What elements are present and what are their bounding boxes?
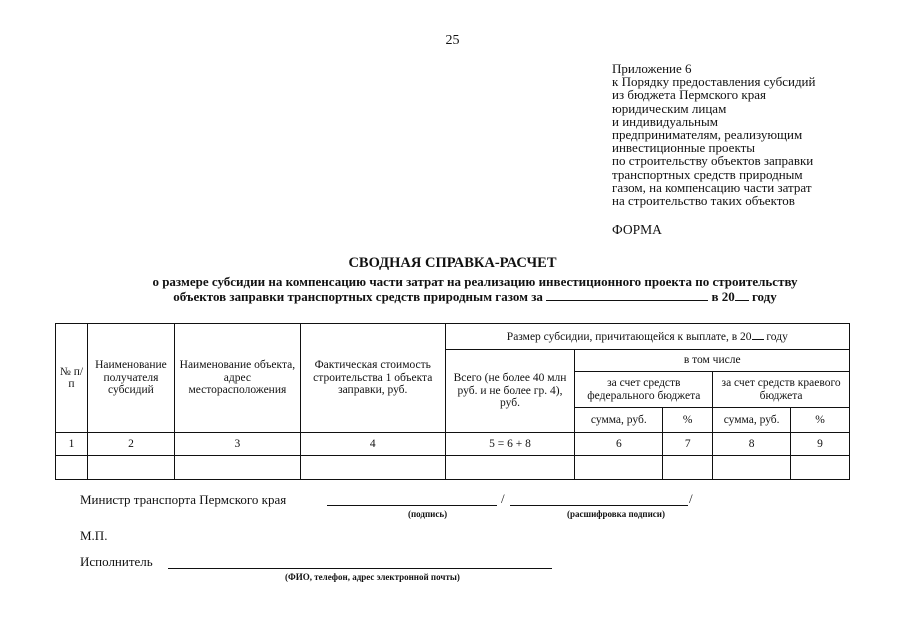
- index-cell: 4: [300, 433, 445, 456]
- decode-caption: (расшифровка подписи): [567, 509, 665, 519]
- header-subsidy-group: [445, 324, 849, 350]
- year-blank[interactable]: [735, 289, 749, 301]
- appendix-line: инвестиционные проекты: [612, 140, 756, 156]
- header-regional: за счет средств краевого бюджета: [713, 372, 850, 408]
- appendix-line: из бюджета Пермского края: [612, 87, 767, 103]
- header-total: Всего (не более 40 млн руб. и не более гр. 4), руб.: [445, 350, 575, 433]
- index-cell: 3: [174, 433, 300, 456]
- index-cell: 1: [56, 433, 88, 456]
- appendix-line: к Порядку предоставления субсидий: [612, 74, 816, 90]
- index-cell: 7: [663, 433, 713, 456]
- executor-field[interactable]: [168, 553, 552, 569]
- appendix-line: по строительству объектов заправки: [612, 153, 814, 169]
- page-number: 25: [445, 33, 460, 48]
- header-including: в том числе: [575, 350, 850, 372]
- slash-divider: /: [501, 491, 505, 506]
- signature-field[interactable]: [327, 490, 497, 506]
- header-federal: за счет средств федерального бюджета: [575, 372, 713, 408]
- signature-decode-field[interactable]: [510, 490, 688, 506]
- appendix-line: юридическим лицам: [612, 100, 727, 116]
- index-cell: 2: [87, 433, 174, 456]
- data-cell[interactable]: [174, 456, 300, 480]
- subtitle-year-suffix: году: [751, 289, 777, 304]
- subsidy-group-start: Размер субсидии, причитающейся к выплате, в 20: [506, 330, 752, 343]
- appendix-line: Приложение 6: [612, 61, 692, 76]
- subsidy-table: [55, 323, 850, 480]
- index-cell: 6: [575, 433, 663, 456]
- minister-label: Министр транспорта Пермского края: [80, 492, 287, 507]
- data-cell[interactable]: [663, 456, 713, 480]
- data-cell[interactable]: [575, 456, 663, 480]
- subtitle-line-2-start: объектов заправки транспортных средств природным газом за: [173, 289, 543, 304]
- appendix-line: транспортных средств природным: [612, 166, 803, 182]
- appendix-line: газом, на компенсацию части затрат: [612, 179, 812, 195]
- document-subtitle: [60, 275, 890, 304]
- index-cell: 8: [713, 433, 791, 456]
- header-regional-sum: сумма, руб.: [713, 408, 791, 433]
- period-blank[interactable]: [546, 289, 708, 301]
- appendix-line: и индивидуальным: [612, 113, 718, 129]
- data-cell[interactable]: [56, 456, 88, 480]
- subtitle-year-prefix: в 20: [711, 289, 735, 304]
- data-cell[interactable]: [445, 456, 575, 480]
- data-cell[interactable]: [791, 456, 850, 480]
- subtitle-line-2: [60, 289, 890, 304]
- subtitle-line-1: о размере субсидии на компенсацию части затрат на реализацию инвестиционного проекта по строительству: [152, 274, 798, 289]
- data-cell[interactable]: [87, 456, 174, 480]
- executor-caption: (ФИО, телефон, адрес электронной почты): [285, 572, 460, 582]
- seal-label: М.П.: [80, 528, 108, 543]
- header-regional-percent: %: [791, 408, 850, 433]
- data-cell[interactable]: [300, 456, 445, 480]
- data-row: [56, 456, 850, 480]
- appendix-line: на строительство таких объектов: [612, 193, 795, 209]
- document-title: СВОДНАЯ СПРАВКА-РАСЧЕТ: [348, 255, 557, 271]
- header-cost: Фактическая стоимость строительства 1 объекта заправки, руб.: [300, 324, 445, 433]
- header-federal-percent: %: [663, 408, 713, 433]
- index-cell: 5 = 6 + 8: [445, 433, 575, 456]
- signature-caption: (подпись): [408, 509, 448, 519]
- index-cell: 9: [791, 433, 850, 456]
- header-object: Наименование объекта, адрес месторасположения: [174, 324, 300, 433]
- header-number: № п/п: [56, 324, 88, 433]
- index-row: [56, 433, 850, 456]
- appendix-line: предпринимателям, реализующим: [612, 127, 803, 143]
- subsidy-year-blank[interactable]: [752, 330, 764, 340]
- data-cell[interactable]: [713, 456, 791, 480]
- form-label: ФОРМА: [612, 222, 662, 237]
- appendix-block: [612, 62, 815, 207]
- header-federal-sum: сумма, руб.: [575, 408, 663, 433]
- subsidy-group-end: году: [766, 330, 788, 343]
- executor-label: Исполнитель: [80, 554, 153, 569]
- header-recipient: Наименование получателя субсидий: [87, 324, 174, 433]
- slash-divider: /: [689, 491, 693, 506]
